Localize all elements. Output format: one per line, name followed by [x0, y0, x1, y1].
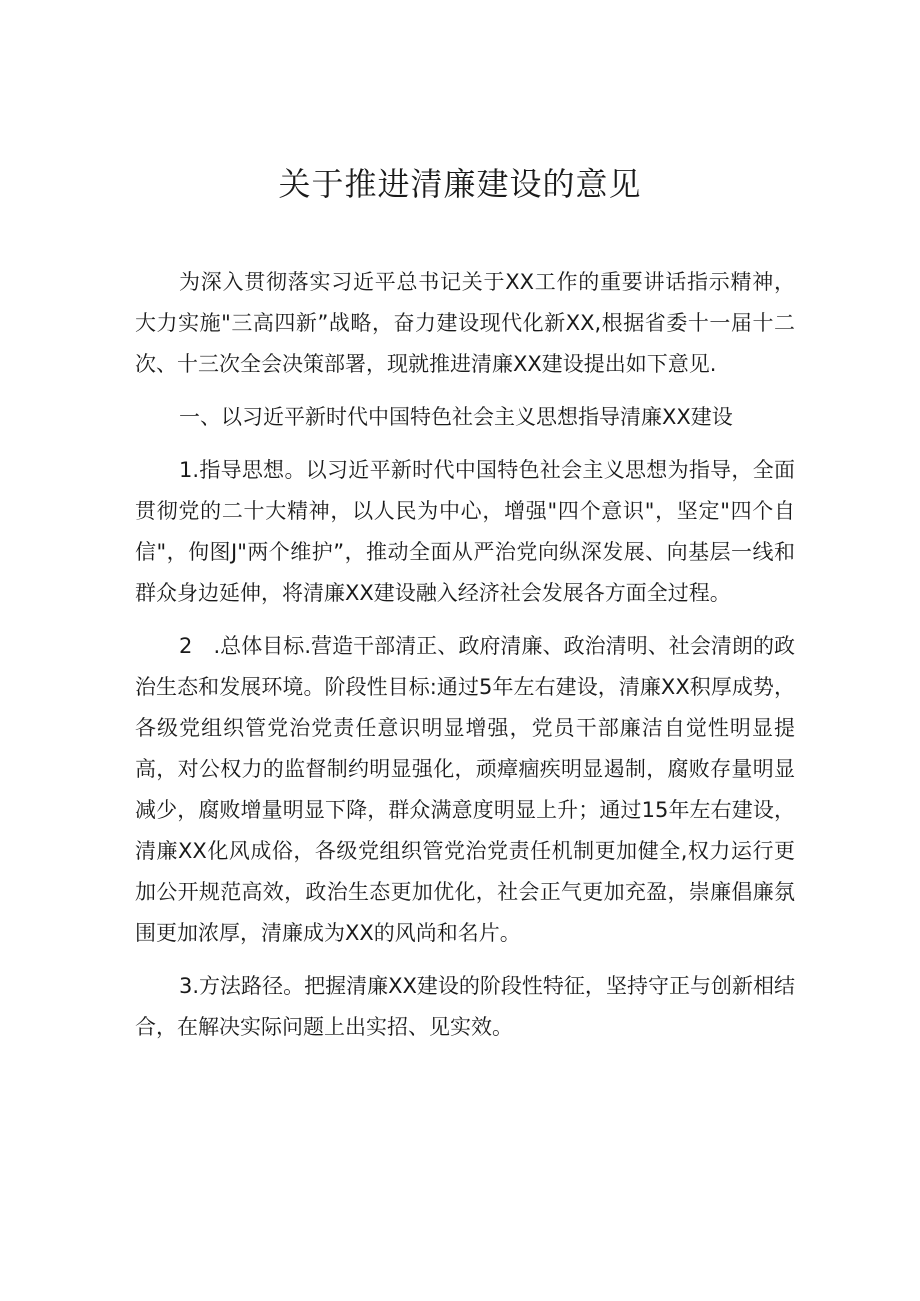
- paragraph-guiding-thought: 1.指导思想。以习近平新时代中国特色社会主义思想为指导，全面贯彻党的二十大精神，以人民为中心，增强"四个意识"，坚定"四个自信"，佝图J"两个维护”，推动全面从严治党向纵深发展、向基层一线和群众身边延伸，将清廉XX建设融入经济社会发展各方面全过程。: [135, 458, 795, 605]
- paragraph-intro: 为深入贯彻落实习近平总书记关于XX工作的重要讲话指示精神，大力实施"三高四新”战略，奋力建设现代化新XX,根据省委十一届十二次、十三次全会决策部署，现就推进清廉XX建设提出如下意见.: [135, 270, 795, 376]
- paragraph-method-path: 3.方法路径。把握清廉XX建设的阶段性特征，坚持守正与创新相结合，在解决实际问题上出实招、见实效。: [135, 974, 795, 1039]
- paragraph-overall-goal: 2 .总体目标.营造干部清正、政府清廉、政治清明、社会清朗的政治生态和发展环境。阶段性目标:通过5年左右建设，清廉XX积厚成势，各级党组织管党治党责任意识明显增强，党员干部廉洁自觉性明显提高，对公权力的监督制约明显强化，顽瘴痼疾明显遏制，腐败存量明显减少，腐败增量明显下降，群众满意度明显上升；通过15年左右建设，清廉XX化风成俗，各级党组织管党治党责任机制更加健全,权力运行更加公开规范高效，政治生态更加优化，社会正气更加充盈，崇廉倡廉氛围更加浓厚，清廉成为XX的风尚和名片。: [135, 634, 795, 945]
- document-body: [135, 262, 795, 1048]
- document-title: 关于推进清廉建设的意见: [278, 165, 642, 203]
- section-heading-1: 一、以习近平新时代中国特色社会主义思想指导清廉XX建设: [179, 405, 733, 429]
